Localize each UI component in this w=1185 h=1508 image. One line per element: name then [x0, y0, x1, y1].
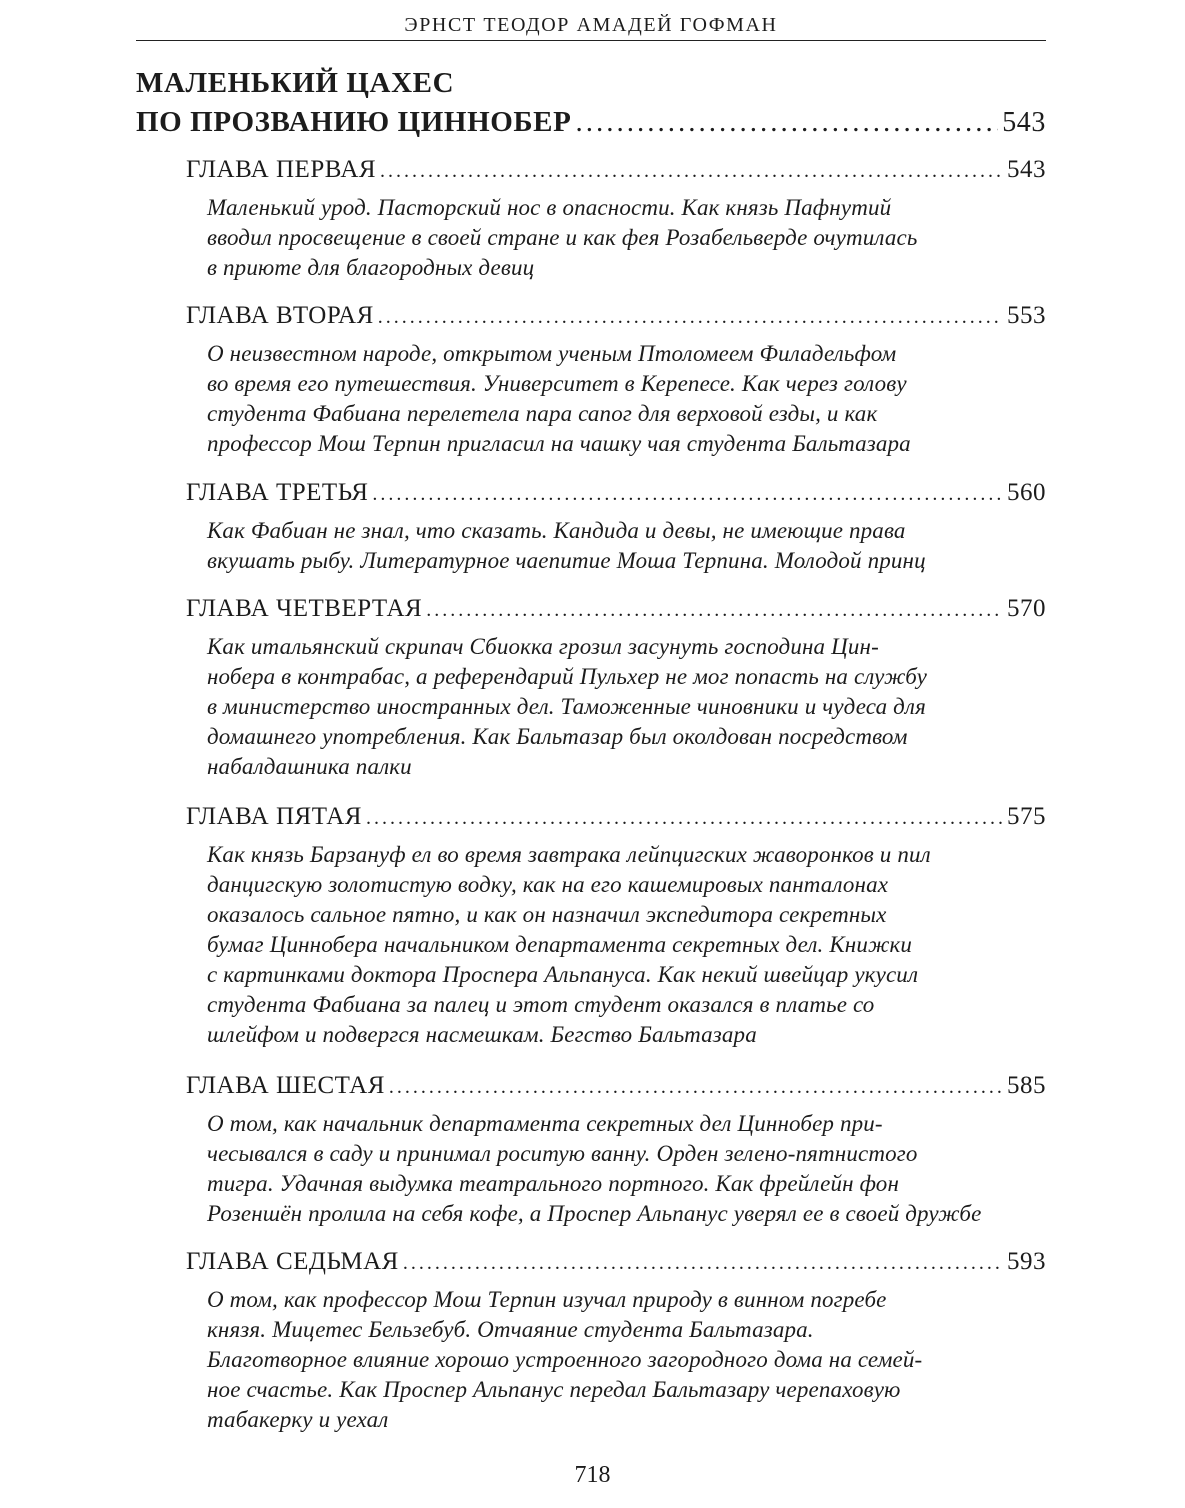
chapter-heading [186, 800, 1046, 834]
dot-leader [366, 801, 1003, 835]
summary-line: оказалось сальное пятно, и как он назначил экспедитора секретных [207, 902, 887, 927]
chapter-entry [186, 800, 1046, 1050]
chapter-title: ГЛАВА ПЯТАЯ [186, 803, 362, 830]
chapter-summary [207, 632, 977, 782]
summary-line: вводил просвещение в своей стране и как фея Розабельверде очутилась [207, 225, 918, 250]
chapter-title: ГЛАВА ШЕСТАЯ [186, 1072, 385, 1099]
summary-line: Розеншён пролила на себя кофе, а Проспер Альпанус уверял ее в своей дружбе [207, 1201, 982, 1226]
summary-line: табакерку и уехал [207, 1407, 389, 1432]
summary-line: в приюте для благородных девиц [207, 255, 535, 280]
summary-line: Как Фабиан не знал, что сказать. Кандида и девы, не имеющие права [207, 518, 906, 543]
running-header [136, 10, 1046, 41]
dot-leader [403, 1246, 1003, 1280]
summary-line: в министерство иностранных дел. Таможенные чиновники и чудеса для [207, 694, 926, 719]
summary-line: бумаг Циннобера начальником департамента секретных дел. Книжки [207, 932, 913, 957]
chapter-summary [207, 516, 977, 576]
summary-line: с картинками доктора Проспера Альпануса. Как некий швейцар укусил [207, 962, 919, 987]
summary-line: студента Фабиана перелетела пара сапог для верховой езды, и как [207, 401, 878, 426]
summary-line: студента Фабиана за палец и этот студент оказался в платье со [207, 992, 875, 1017]
chapter-title: ГЛАВА ПЕРВАЯ [186, 156, 377, 183]
chapter-entry [186, 153, 1046, 283]
work-title-line2 [136, 102, 1046, 142]
chapter-page-number: 543 [1007, 156, 1046, 183]
summary-line: во время его путешествия. Университет в Керепесе. Как через голову [207, 371, 907, 396]
summary-line: домашнего употребления. Как Бальтазар был околдован посредством [207, 724, 908, 749]
work-title [136, 64, 1046, 142]
chapter-summary [207, 1109, 982, 1229]
dot-leader [575, 102, 998, 142]
chapter-entry [186, 476, 1046, 576]
chapter-page-number: 560 [1007, 479, 1046, 506]
chapter-page-number: 570 [1007, 595, 1046, 622]
chapter-heading [186, 299, 1046, 333]
chapter-heading [186, 592, 1046, 626]
chapter-heading [186, 1069, 1046, 1103]
running-title: ЭРНСТ ТЕОДОР АМАДЕЙ ГОФМАН [404, 14, 778, 36]
summary-line: О том, как начальник департамента секретных дел Циннобер при- [207, 1111, 883, 1136]
chapter-page-number: 553 [1007, 302, 1046, 329]
chapter-heading [186, 476, 1046, 510]
chapter-entry [186, 592, 1046, 782]
summary-line: профессор Мош Терпин пригласил на чашку чая студента Бальтазара [207, 431, 911, 456]
summary-line: набалдашника палки [207, 754, 412, 779]
chapter-entry [186, 1245, 1046, 1435]
dot-leader [426, 593, 1003, 627]
summary-line: нобера в контрабас, а референдарий Пульхер не мог попасть на службу [207, 664, 927, 689]
dot-leader [389, 1070, 1003, 1104]
chapter-heading [186, 1245, 1046, 1279]
chapter-page-number: 585 [1007, 1072, 1046, 1099]
chapter-entry [186, 1069, 1046, 1229]
summary-line: шлейфом и подвергся насмешкам. Бегство Бальтазара [207, 1022, 757, 1047]
chapter-summary [207, 1285, 977, 1435]
page-number: 718 [574, 1462, 611, 1488]
summary-line: О неизвестном народе, открытом ученым Птоломеем Филадельфом [207, 341, 897, 366]
chapter-title: ГЛАВА ВТОРАЯ [186, 302, 374, 329]
chapter-entry [186, 299, 1046, 459]
summary-line: Маленький урод. Пасторский нос в опасности. Как князь Пафнутий [207, 195, 892, 220]
work-title-line2-text: ПО ПРОЗВАНИЮ ЦИННОБЕР [136, 106, 572, 138]
work-title-line1: МАЛЕНЬКИЙ ЦАХЕС [136, 67, 455, 99]
dot-leader [378, 300, 1003, 334]
chapter-page-number: 575 [1007, 803, 1046, 830]
summary-line: ное счастье. Как Проспер Альпанус передал Бальтазару черепаховую [207, 1377, 901, 1402]
chapter-heading [186, 153, 1046, 187]
chapter-summary [207, 193, 977, 283]
summary-line: чесывался в саду и принимал роситую ванну. Орден зелено-пятнистого [207, 1141, 918, 1166]
summary-line: тигра. Удачная выдумка театрального портного. Как фрейлейн фон [207, 1171, 900, 1196]
summary-line: вкушать рыбу. Литературное чаепитие Моша Терпина. Молодой принц [207, 548, 926, 573]
chapter-summary [207, 339, 977, 459]
summary-line: Как князь Барзануф ел во время завтрака лейпцигских жаворонков и пил [207, 842, 931, 867]
chapter-title: ГЛАВА ТРЕТЬЯ [186, 479, 369, 506]
chapter-summary [207, 840, 977, 1050]
summary-line: Как итальянский скрипач Сбиокка грозил засунуть господина Цин- [207, 634, 879, 659]
summary-line: О том, как профессор Мош Терпин изучал природу в винном погребе [207, 1287, 887, 1312]
dot-leader [380, 154, 1003, 188]
summary-line: Благотворное влияние хорошо устроенного загородного дома на семей- [207, 1347, 923, 1372]
dot-leader [372, 477, 1003, 511]
summary-line: данцигскую золотистую водку, как на его кашемировых панталонах [207, 872, 889, 897]
work-page-number: 543 [1002, 107, 1046, 138]
chapter-title: ГЛАВА СЕДЬМАЯ [186, 1248, 399, 1275]
chapter-title: ГЛАВА ЧЕТВЕРТАЯ [186, 595, 423, 622]
chapter-page-number: 593 [1007, 1248, 1046, 1275]
summary-line: князя. Мицетес Бельзебуб. Отчаяние студента Бальтазара. [207, 1317, 814, 1342]
